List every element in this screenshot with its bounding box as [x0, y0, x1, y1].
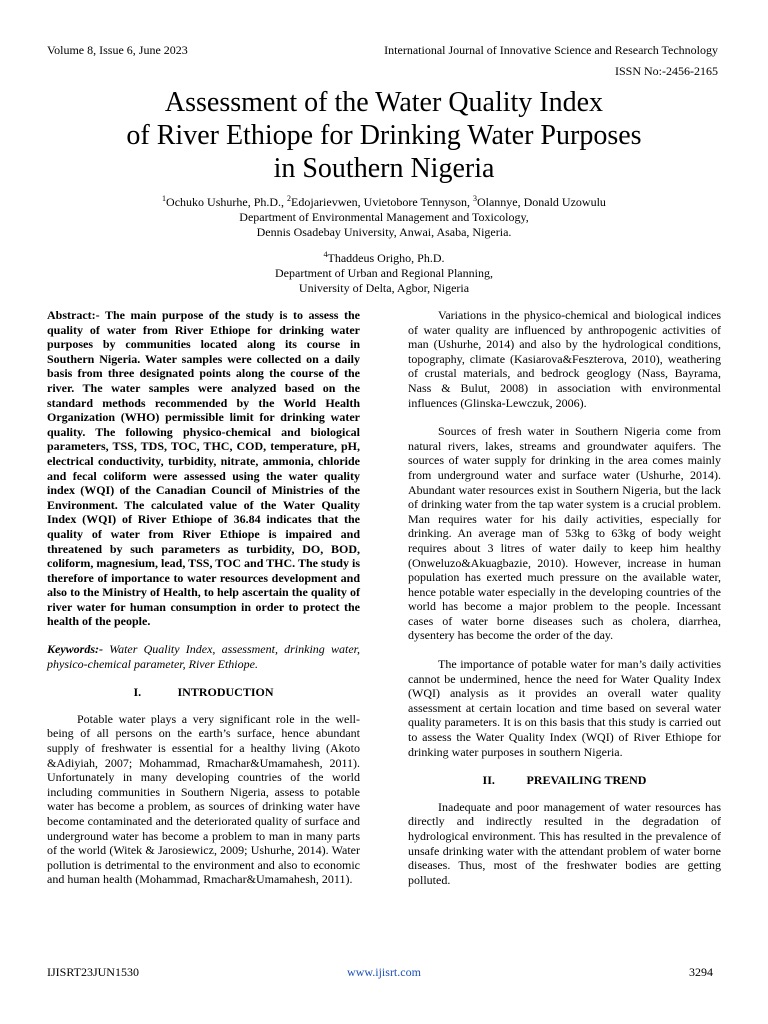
author-4: Thaddeus Origho, Ph.D.: [327, 251, 445, 265]
title-line-3: in Southern Nigeria: [273, 153, 495, 184]
title-line-2: of River Ethiope for Drinking Water Purposes: [126, 120, 642, 151]
paper-title: [60, 86, 708, 185]
author-block-2: [60, 251, 708, 296]
section-title: INTRODUCTION: [177, 685, 274, 700]
author-names: [60, 195, 708, 210]
author-4-line: [60, 251, 708, 266]
right-column: [408, 308, 721, 887]
affiliation-dept-1: Department of Environmental Management and Toxicology,: [239, 210, 529, 224]
right-paragraph-2: Sources of fresh water in Southern Nigeria come from natural rivers, lakes, streams and groundwater aquifers. The sources of water supply for drinking in the area comes mainly from underground water and surface water (Ushurhe, 2014). Abundant water resources exist in Southern Nigeria, but the lack of drinking water from the tap water system is a crucial problem. Man requires water for his daily activities, especially for drinking. An average man of 53kg to 63kg of body weight requires about 3 litres of water daily to keep him healthy (Onweluzo&Akuagbazie, 2010). However, increase in human population has exerted much pressure on the available water, hence potable water especially in the developing countries of the world has become a major problem to the people. Incessant cases of water borne diseases such as cholera, diarrhea, dysentery has become the order of the day.: [408, 424, 721, 643]
author-sup-2: 2: [287, 194, 292, 203]
volume-info: Volume 8, Issue 6, June 2023: [47, 43, 188, 57]
author-1: Ochuko Ushurhe, Ph.D.,: [166, 195, 288, 209]
section-heading-introduction: [47, 685, 360, 700]
journal-url-link[interactable]: www.ijisrt.com: [347, 965, 421, 979]
author-3: Olannye, Donald Uzowulu: [476, 195, 606, 209]
keywords-text: Water Quality Index, assessment, drinking water, physico-chemical parameter, River Ethiope.: [47, 642, 360, 671]
author-sup-1: 1: [162, 194, 167, 203]
right-paragraph-3: The importance of potable water for man’s daily activities cannot be undermined, hence the need for Water Quality Index (WQI) analysis as it provides an overall water quality assessment at certain location and time based on several water quality parameters. It is on this basis that this study is carried out to assess the Water Quality Index (WQI) of River Ethiope for drinking water purposes in southern Nigeria.: [408, 657, 721, 759]
keywords: [47, 642, 360, 671]
abstract: Abstract:- The main purpose of the study is to assess the quality of water from River Ethiope for drinking water purposes by communities located along its course in Southern Nigeria. Water samples were collected on a daily basis from three designated points along the course of the river. The water samples were analyzed based on the standard methods recommended by the World Health Organization (WHO) permissible limit for drinking water quality. The following physico-chemical and biological parameters, TSS, TDS, TOC, THC, COD, temperature, pH, electrical conductivity, turbidity, nitrate, ammonia, chloride and fecal coliform were assessed using the water quality index (WQI) of the Canadian Council of Ministries of the Environment. The calculated value of the Water Quality Index (WQI) of River Ethiope of 36.84 indicates that the quality of water from River Ethiope is impaired and threatened by such parameters as turbidity, DO, BOD, coliform, magnesium, lead, TSS, TOC and THC. The study is therefore of importance to water resources development and also to the Ministry of Health, to help ascertain the quality of river water for human consumption in order to protect the health of the people.: [47, 308, 360, 629]
section-number: II.: [482, 773, 495, 788]
paper-id: IJISRT23JUN1530: [47, 965, 139, 979]
left-column: [47, 308, 360, 887]
page-number: 3294: [689, 965, 713, 979]
affiliation-dept-2: Department of Urban and Regional Planning,: [275, 266, 493, 280]
journal-name: International Journal of Innovative Science and Research Technology: [384, 43, 718, 57]
section-number: I.: [133, 685, 142, 700]
right-paragraph-1: Variations in the physico-chemical and biological indices of water quality are influenced by anthropogenic activities of man (Ushurhe, 2014) and also by the hydrological conditions, topography, climate (Kasiarova&Feszterova, 2010), weathering of crustal materials, and bedrock geoglogy (Nass, Bayrama, Nass & Bulut, 2008) in association with environmental influences (Glinska-Lewczuk, 2006).: [408, 308, 721, 410]
keywords-label: Keywords:-: [47, 642, 103, 657]
author-2: Edojarievwen, Uvietobore Tennyson,: [291, 195, 473, 209]
affiliation-univ-1: Dennis Osadebay University, Anwai, Asaba, Nigeria.: [256, 225, 512, 239]
section-heading-prevailing-trend: [408, 773, 721, 788]
right-paragraph-4: Inadequate and poor management of water resources has directly and indirectly resulted in the degradation of hydrological environment. This has resulted in the prevalence of unsafe drinking water with the attendant problem of water borne diseases. Thus, most of the freshwater bodies are getting polluted.: [408, 799, 721, 887]
author-block-1: [60, 195, 708, 240]
affiliation-univ-2: University of Delta, Agbor, Nigeria: [298, 281, 470, 295]
section-title: PREVAILING TREND: [526, 773, 647, 788]
intro-paragraph-1: Potable water plays a very significant role in the well-being of all persons on the earth’s surface, hence abundant supply of freshwater is essential for a healthy living (Akoto &Adiyiah, 2007; Mohammad, Rmachar&Umamahesh, 2011). Unfortunately in many developing countries of the world including communities in Southern Nigeria, assess to potable water has become a problem, as sources of drinking water have become contaminated and the deteriorated quality of surface and underground water has become a problem to man in many parts of the world (Witek & Jarosiewicz, 2009; Ushurhe, 2014). Water pollution is detrimental to the environment and also to economic and human health (Mohammad, Rmachar&Umamahesh, 2011).: [47, 711, 360, 887]
issn: ISSN No:-2456-2165: [614, 64, 718, 78]
author-sup-4: 4: [323, 250, 328, 259]
title-line-1: Assessment of the Water Quality Index: [164, 87, 604, 118]
author-sup-3: 3: [472, 194, 477, 203]
